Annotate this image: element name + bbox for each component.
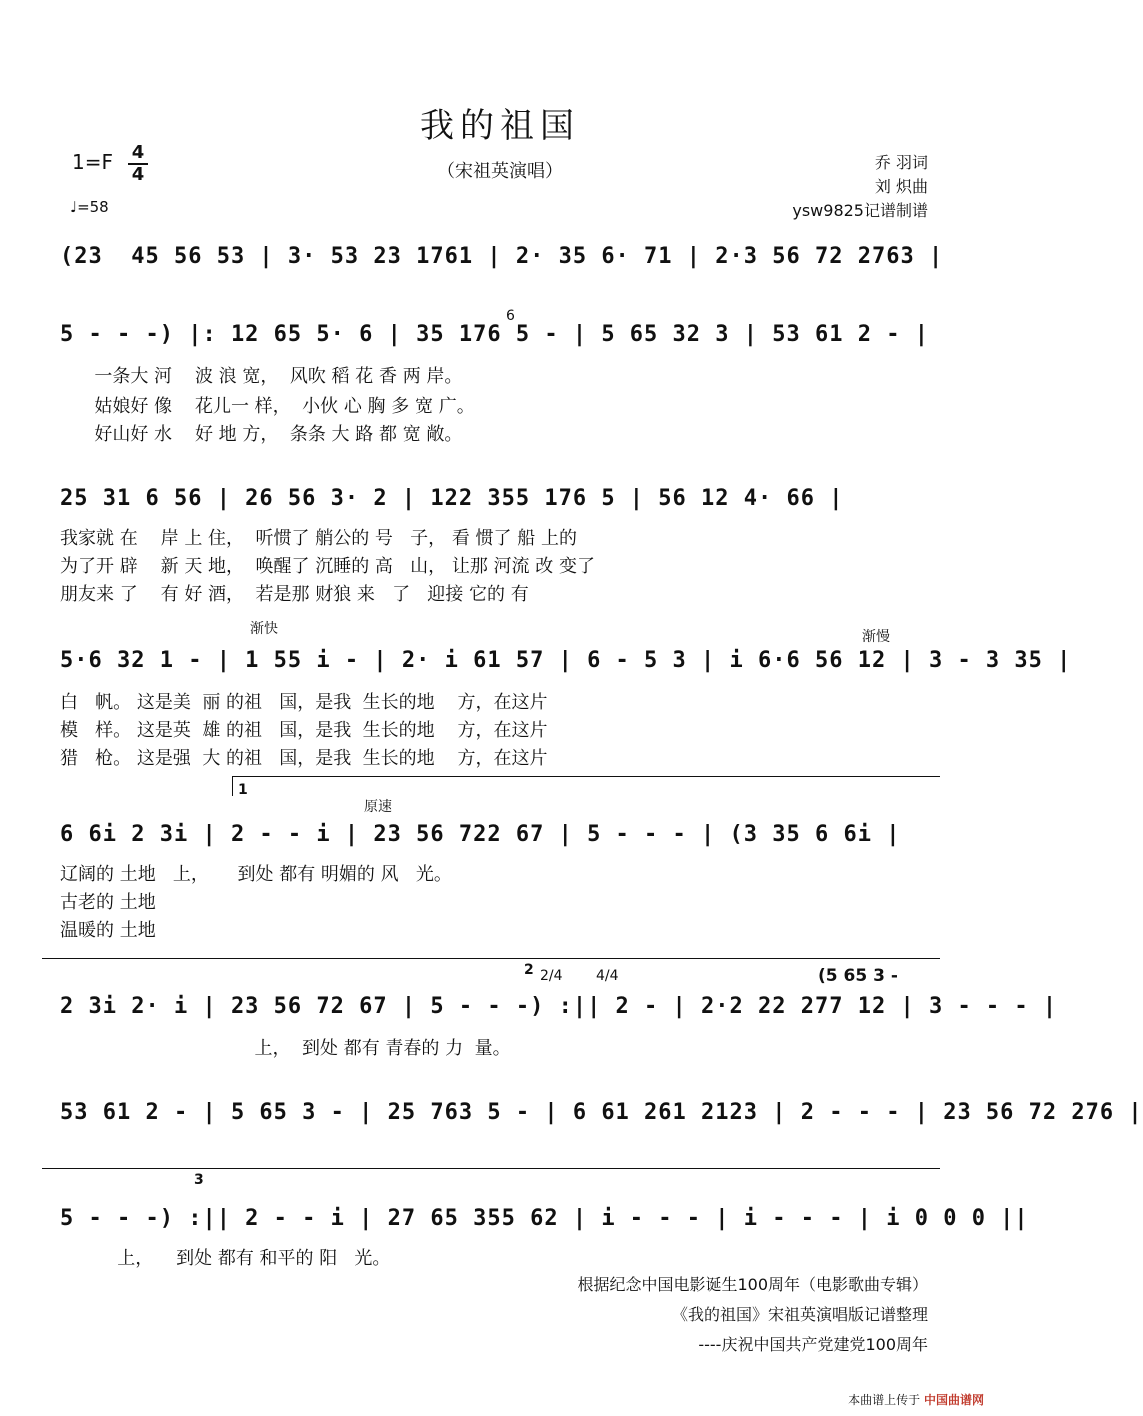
- page-title: 我的祖国: [420, 106, 580, 146]
- volta-2-bracket: [42, 958, 940, 959]
- meter-change-2-4: 2/4: [540, 968, 563, 984]
- lyric-line-2-verse-3: 好山好 水 好 地 方， 条条 大 路 都 宽 敞。: [60, 424, 463, 445]
- time-bottom: 4: [131, 164, 145, 185]
- lyric-line-2-verse-2: 姑娘好 像 花儿一 样， 小伙 心 胸 多 宽 广。: [60, 396, 475, 417]
- a-tempo-mark: 原速: [364, 799, 392, 815]
- score-line-1: (23 45 56 53 | 3· 53 23 1761 | 2· 35 6· 71 | 2·3 56 72 2763 |: [60, 244, 944, 269]
- lyric-line-4-verse-1: 白 帆。 这是美 丽 的祖 国，是我 生长的地 方，在这片: [60, 692, 548, 713]
- lyric-line-4-verse-2: 模 样。 这是英 雄 的祖 国，是我 生长的地 方，在这片: [60, 720, 548, 741]
- volta-1-bracket: [232, 776, 940, 777]
- lyric-line-6: 上， 到处 都有 青春的 力 量。: [60, 1038, 511, 1059]
- volta-3-bracket: [42, 1168, 940, 1169]
- volta-2-number: 2: [524, 962, 534, 978]
- accelerando-mark: 渐快: [250, 621, 278, 637]
- lyric-line-5-verse-1: 辽阔的 土地 上， 到处 都有 明媚的 风 光。: [60, 864, 452, 885]
- site-watermark: [848, 1391, 984, 1408]
- key-signature: 1=F: [72, 150, 113, 174]
- lyricist-credit: 乔 羽词: [874, 153, 928, 172]
- site-upload-text: 本曲谱上传于: [848, 1393, 921, 1407]
- lyric-line-5-verse-3: 温暖的 土地: [60, 920, 156, 941]
- footer-note-2: 《我的祖国》宋祖英演唱版记谱整理: [671, 1305, 928, 1324]
- composer-credit: 刘 炽曲: [874, 177, 928, 196]
- lyric-line-4-verse-3: 猎 枪。 这是强 大 的祖 国，是我 生长的地 方，在这片: [60, 748, 548, 769]
- footer-note-3: ----庆祝中国共产党建党100周年: [698, 1335, 928, 1354]
- score-line-7: 53 61 2 - | 5 65 3 - | 25 763 5 - | 6 61 261 2123 | 2 - - - | 23 56 72 276 |: [60, 1100, 1143, 1125]
- score-line-6: 2 3i 2· i | 23 56 72 67 | 5 - - -) :|| 2 - | 2·2 22 277 12 | 3 - - - |: [60, 994, 1058, 1019]
- volta-1-number: 1: [238, 782, 248, 798]
- lyric-line-5-verse-2: 古老的 土地: [60, 892, 156, 913]
- meter-change-4-4: 4/4: [596, 968, 619, 984]
- pickup-notes: (5 65 3 -: [818, 966, 898, 986]
- performer-subtitle: （宋祖英演唱）: [437, 161, 563, 182]
- lyric-line-3-verse-1: 我家就 在 岸 上 住， 听惯了 艄公的 号 子， 看 惯了 船 上的: [60, 528, 577, 549]
- score-line-8: 5 - - -) :|| 2 - - i | 27 65 355 62 | i - - - | i - - - | i 0 0 0 ||: [60, 1206, 1029, 1231]
- score-line-4: 5·6 32 1 - | 1 55 i - | 2· i 61 57 | 6 - 5 3 | i 6·6 56 12 | 3 - 3 35 |: [60, 648, 1072, 673]
- ritardando-mark: 渐慢: [862, 629, 890, 645]
- lyric-line-8: 上， 到处 都有 和平的 阳 光。: [60, 1248, 391, 1269]
- footer-note-1: 根据纪念中国电影诞生100周年（电影歌曲专辑）: [577, 1275, 928, 1294]
- lyric-line-2-verse-1: 一条大 河 波 浪 宽， 风吹 稻 花 香 两 岸。: [60, 366, 463, 387]
- volta-3-number: 3: [194, 1172, 204, 1188]
- site-logo-text: 中国曲谱网: [923, 1393, 984, 1407]
- lyric-line-3-verse-3: 朋友来 了 有 好 酒， 若是那 财狼 来 了 迎接 它的 有: [60, 584, 529, 605]
- lyric-line-3-verse-2: 为了开 辟 新 天 地， 唤醒了 沉睡的 高 山， 让那 河流 改 变了: [60, 556, 595, 577]
- grace-note: 6: [506, 308, 515, 324]
- tempo-marking: ♩=58: [70, 198, 109, 216]
- score-line-3: 25 31 6 56 | 26 56 3· 2 | 122 355 176 5 | 56 12 4· 66 |: [60, 486, 844, 511]
- time-top: 4: [131, 142, 145, 163]
- transcriber-credit: ysw9825记谱制谱: [792, 201, 928, 220]
- score-line-5: 6 6i 2 3i | 2 - - i | 23 56 722 67 | 5 - - - | (3 35 6 6i |: [60, 822, 901, 847]
- volta-1-hook: [232, 776, 233, 796]
- score-line-2: 5 - - -) |: 12 65 5· 6 | 35 176 5 - | 5 65 32 3 | 53 61 2 - |: [60, 322, 929, 347]
- time-signature: [128, 144, 148, 184]
